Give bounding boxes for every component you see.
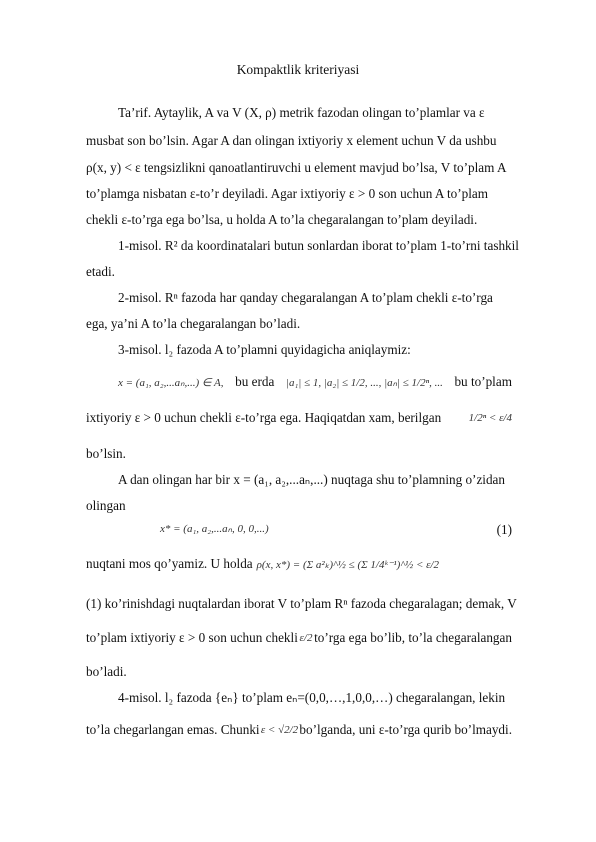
- text-fragment: to’rga ega bo’lib, to’la chegaralangan: [314, 630, 512, 645]
- paragraph-line: 1-misol. R² da koordinatalari butun sonlardan iborat to’plam 1-to’rni tashkil: [118, 238, 519, 253]
- page-title: Kompaktlik kriteriyasi: [236, 62, 360, 77]
- paragraph-line: bo’ladi.: [86, 664, 127, 679]
- inequality-formula: 1/2ⁿ < ε/4: [468, 412, 512, 424]
- xstar-formula: x* = (a₁, a₂,...aₙ, 0, 0,...): [160, 523, 269, 535]
- paragraph-line: ρ(x, y) < ε tengsizlikni qanoatlantiruvchi u element mavjud bo’lsa, V to’plam A: [86, 160, 507, 175]
- bounds-formula: |a₁| ≤ 1, |a₂| ≤ 1/2, ..., |aₙ| ≤ 1/2ⁿ, ...: [285, 376, 443, 389]
- distance-formula: ρ(x, x*) = (Σ a²ₖ)^½ ≤ (Σ 1/4ᵏ⁻¹)^½ < ε/2: [256, 558, 440, 571]
- equation-number: (1): [496, 522, 512, 537]
- paragraph-line: 4-misol. l₂ fazoda {eₙ} to’plam eₙ=(0,0,…,1,0,0,…) chegaralangan, lekin: [118, 690, 506, 705]
- paragraph-line: bo’lsin.: [86, 446, 126, 461]
- paragraph-line: (1) ko’rinishdagi nuqtalardan iborat V to’plam Rⁿ fazoda chegaralagan; demak, V: [86, 596, 517, 611]
- paragraph-line: A dan olingan har bir x = (a₁, a₂,...aₙ,...) nuqtaga shu to’plamning o’zidan: [118, 472, 506, 487]
- eps-half-formula: ε/2: [299, 632, 313, 644]
- paragraph-line: 3-misol. l₂ fazoda A to’plamni quyidagicha aniqlaymiz:: [118, 342, 411, 357]
- text-fragment: to’la chegarlangan emas. Chunki: [86, 722, 260, 737]
- set-definition-formula: x = (a₁, a₂,...aₙ,...) ∈ A,: [118, 376, 224, 389]
- paragraph-line: chekli ε-to’rga ega bo’lsa, u holda A to’la chegaralangan to’plam deyiladi.: [86, 212, 478, 227]
- paragraph-line: to’plamga nisbatan ε-to’r deyiladi. Agar ixtiyoriy ε > 0 son uchun A to’plam: [86, 186, 488, 201]
- paragraph-line: ega, ya’ni A to’la chegaralangan bo’ladi.: [86, 316, 301, 331]
- paragraph-line: Ta’rif. Aytaylik, A va V (X, ρ) metrik fazodan olingan to’plamlar va ε: [118, 105, 485, 120]
- eps-sqrt-formula: ε < √2/2: [260, 724, 299, 736]
- text-fragment: nuqtani mos qo’yamiz. U holda: [86, 556, 253, 571]
- text-fragment: bu to’plam: [454, 374, 512, 389]
- paragraph-line: olingan: [86, 498, 126, 513]
- paragraph-line: musbat son bo’lsin. Agar A dan olingan ixtiyoriy x element uchun V da ushbu: [86, 133, 497, 148]
- text-fragment: to’plam ixtiyoriy ε > 0 son uchun chekli: [86, 630, 298, 645]
- text-fragment: bu erda: [235, 374, 275, 389]
- text-fragment: ixtiyoriy ε > 0 uchun chekli ε-to’rga ega. Haqiqatdan xam, berilgan: [86, 410, 442, 425]
- paragraph-line: etadi.: [86, 264, 115, 279]
- text-fragment: bo’lganda, uni ε-to’rga qurib bo’lmaydi.: [299, 722, 512, 737]
- paragraph-line: 2-misol. Rⁿ fazoda har qanday chegaralangan A to’plam chekli ε-to’rga: [118, 290, 493, 305]
